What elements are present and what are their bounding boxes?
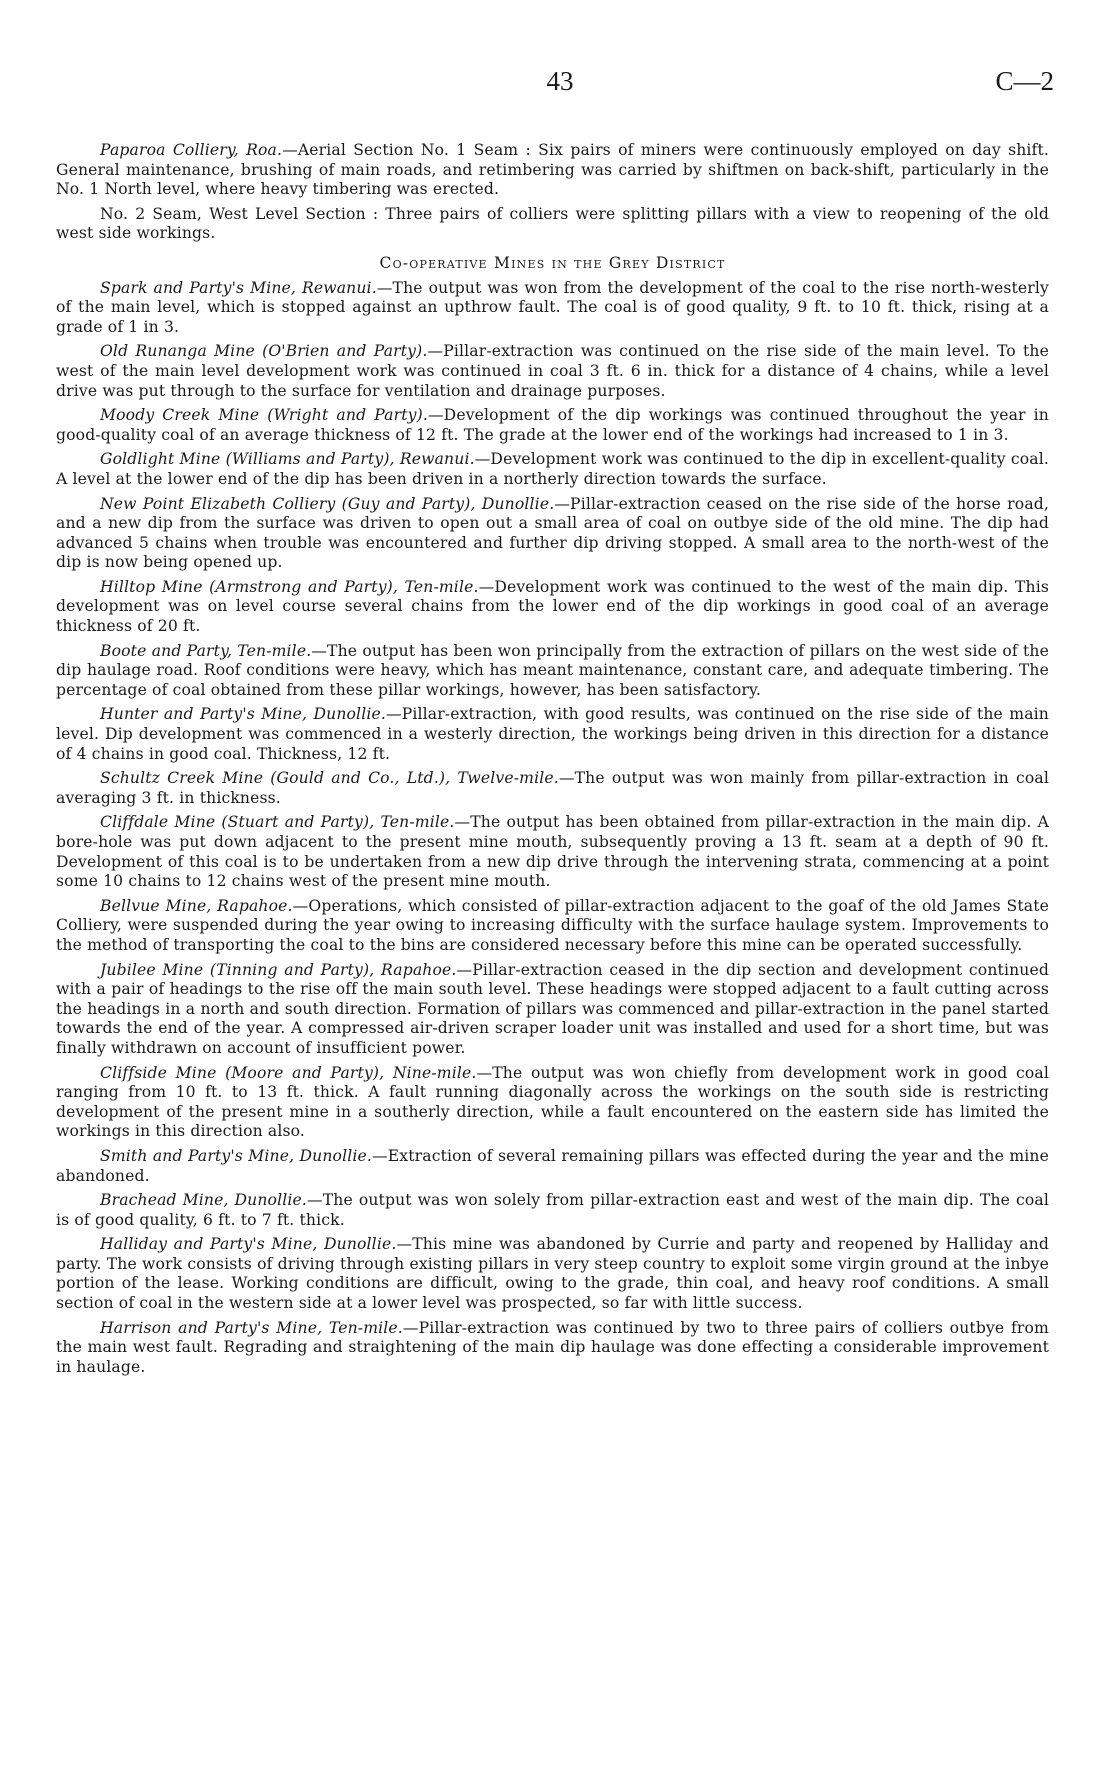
mine-title: Hilltop Mine (Armstrong and Party), Ten-mile.: [100, 577, 479, 596]
page-number: 43: [546, 66, 574, 96]
mine-title: Goldlight Mine (Williams and Party), Rewanui.: [100, 450, 475, 469]
paragraph-text: —The output was won solely from pillar-extraction east and west of the main dip. The coal is of good quality, 6 ft. to 7 ft. thick.: [56, 1191, 1049, 1229]
paragraph-smith-mine: [56, 1147, 1049, 1186]
paragraph-text: —The output was won chiefly from development work in good coal ranging from 10 ft. to 13 ft. thick. A fault running diagonally across the workings on the south side is restricting development of the present mine in a southerly direction, while a fault encountered on the eastern side has limited the workings in this direction also.: [56, 1063, 1049, 1141]
mine-title: Jubilee Mine (Tinning and Party), Rapahoe.: [100, 960, 457, 979]
paragraph-text: —Development work was continued to the west of the main dip. This development was on level course several chains from the lower end of the dip workings in good coal of an average thickness of 20 ft.: [56, 577, 1049, 636]
section-heading: Co-operative Mines in the Grey District: [379, 253, 726, 272]
document-code: C—2: [995, 66, 1054, 96]
paragraph-text: —Development of the dip workings was continued throughout the year in good-quality coal of an average thickness of 12 ft. The grade at the lower end of the workings had increased to 1 in 3.: [56, 406, 1049, 444]
paragraph-boote-and-party: [56, 642, 1049, 701]
page-body: [56, 141, 1049, 1382]
paragraph-text: —The output has been won principally from the extraction of pillars on the west side of the dip haulage road. Roof conditions were heavy, which has meant maintenance, constant care, and adequate timbering. The percentage of coal obtained from these pillar workings, however, has been satisfactory.: [56, 641, 1049, 699]
mine-title: Moody Creek Mine (Wright and Party).: [100, 406, 428, 425]
paragraph-hunter-mine: [56, 705, 1049, 764]
mine-title: Old Runanga Mine (O'Brien and Party).: [100, 342, 428, 361]
paragraph-cliffdale-mine: [56, 813, 1049, 891]
paragraph-jubilee-mine: [56, 961, 1049, 1059]
paragraph-harrison-mine: [56, 1319, 1049, 1378]
paragraph-text: —Pillar-extraction, with good results, was continued on the rise side of the main level. Dip development was commenced in a westerly direction, the workings being driven in this direction for a distance of 4 chains in good coal. Thickness, 12 ft.: [56, 705, 1049, 763]
paragraph-cliffside-mine: [56, 1064, 1049, 1142]
mine-title: Brachead Mine, Dunollie.: [100, 1191, 307, 1210]
mine-title: Schultz Creek Mine (Gould and Co., Ltd.), Twelve-mile.: [100, 769, 559, 788]
paragraph-moody-creek-mine: [56, 406, 1049, 445]
paragraph-spark-mine: [56, 279, 1049, 338]
mine-title: Smith and Party's Mine, Dunollie.: [100, 1146, 372, 1165]
paragraph-text: —The output was won from the development of the coal to the rise north-westerly of the main level, which is stopped against an upthrow fault. The coal is of good quality, 9 ft. to 10 ft. thick, rising at a grade of 1 in 3.: [56, 278, 1049, 336]
paragraph-text: —This mine was abandoned by Currie and party and reopened by Halliday and party. The work consists of driving through existing pillars in very steep country to exploit some virgin ground at the inbye portion of the lease. Working conditions are difficult, owing to the grade, thin coal, and heavy roof conditions. A small section of coal in the western side at a lower level was prospected, so far with little success.: [56, 1235, 1049, 1313]
paragraph-text: —Pillar-extraction ceased in the dip section and development continued with a pair of headings to the rise off the main south level. These headings were stopped adjacent to a fault cutting across the headings in a north and south direction. Formation of pillars was commenced and pillar-extraction in the panel started towards the end of the year. A compressed air-driven scraper loader unit was installed and used for a short time, but was finally withdrawn on account of insufficient power.: [56, 960, 1049, 1057]
paragraph-text: —Aerial Section No. 1 Seam : Six pairs of miners were continuously employed on day shift. General maintenance, brushing of main roads, and retimbering was carried by shiftmen on back-shift, particularly in the No. 1 North level, where heavy timbering was erected.: [56, 141, 1049, 199]
mine-title: Cliffside Mine (Moore and Party), Nine-mile.: [100, 1063, 477, 1082]
paragraph-brachead-mine: [56, 1191, 1049, 1230]
paragraph-text: —Pillar-extraction ceased on the rise side of the horse road, and a new dip from the surface was driven to open out a small area of coal on outbye side of the old mine. The dip had advanced 5 chains when trouble was encountered and further dip driving stopped. A small area to the north-west of the dip is now being opened up.: [56, 494, 1050, 572]
paragraph-text: —Development work was continued to the dip in excellent-quality coal. A level at the lower end of the dip has been driven in a northerly direction towards the surface.: [56, 450, 1049, 488]
mine-title: Boote and Party, Ten-mile.: [100, 641, 312, 660]
paragraph-paparoa-colliery: [56, 141, 1049, 200]
paragraph-text: —Pillar-extraction was continued by two to three pairs of colliers outbye from the main west fault. Regrading and straightening of the main dip haulage was done effecting a considerable improvement in haulage.: [56, 1318, 1049, 1376]
paragraph-old-runanga-mine: [56, 342, 1049, 401]
paragraph-halliday-mine: [56, 1235, 1049, 1313]
paragraph-schultz-creek-mine: [56, 769, 1049, 808]
paragraph-text: —Extraction of several remaining pillars was effected during the year and the mine abandoned.: [56, 1146, 1049, 1185]
paragraph-new-point-elizabeth: [56, 495, 1049, 573]
mine-title: Cliffdale Mine (Stuart and Party), Ten-mile.: [100, 813, 455, 832]
mine-title: Harrison and Party's Mine, Ten-mile.: [100, 1318, 403, 1337]
paragraph-text: —Pillar-extraction was continued on the rise side of the main level. To the west of the main level development work was continued in coal 3 ft. 6 in. thick for a distance of 4 chains, while a level drive was put through to the surface for ventilation and drainage purposes.: [56, 342, 1049, 400]
paragraph-text: —Operations, which consisted of pillar-extraction adjacent to the goaf of the old James State Colliery, were suspended during the year owing to increasing difficulty with the surface haulage system. Improvements to the method of transporting the coal to the bins are considered necessary before this mine can be operated successfully.: [56, 896, 1049, 954]
paragraph-text: No. 2 Seam, West Level Section : Three pairs of colliers were splitting pillars with a view to reopening of the old west side workings.: [56, 204, 1049, 243]
paragraph-text: —The output has been obtained from pillar-extraction in the main dip. A bore-hole was put down adjacent to the present mine mouth, subsequently proving a 13 ft. seam at a depth of 90 ft. Development of this coal is to be undertaken from a new dip drive through the intervening strata, commencing at a point some 10 chains to 12 chains west of the present mine mouth.: [56, 813, 1049, 891]
mine-title: Hunter and Party's Mine, Dunollie.: [100, 705, 386, 724]
paragraph-bellvue-mine: [56, 897, 1049, 956]
paragraph-text: —The output was won mainly from pillar-extraction in coal averaging 3 ft. in thickness.: [56, 769, 1049, 807]
paragraph-no2-seam: [56, 205, 1049, 244]
mine-title: Bellvue Mine, Rapahoe.: [100, 896, 293, 915]
mine-title: Paparoa Colliery, Roa.: [100, 141, 283, 159]
mine-title: Halliday and Party's Mine, Dunollie.: [100, 1235, 397, 1254]
paragraph-goldlight-mine: [56, 450, 1049, 489]
mine-title: Spark and Party's Mine, Rewanui.: [100, 278, 377, 297]
mine-title: New Point Elizabeth Colliery (Guy and Party), Dunollie.: [100, 494, 555, 513]
paragraph-hilltop-mine: [56, 578, 1049, 637]
